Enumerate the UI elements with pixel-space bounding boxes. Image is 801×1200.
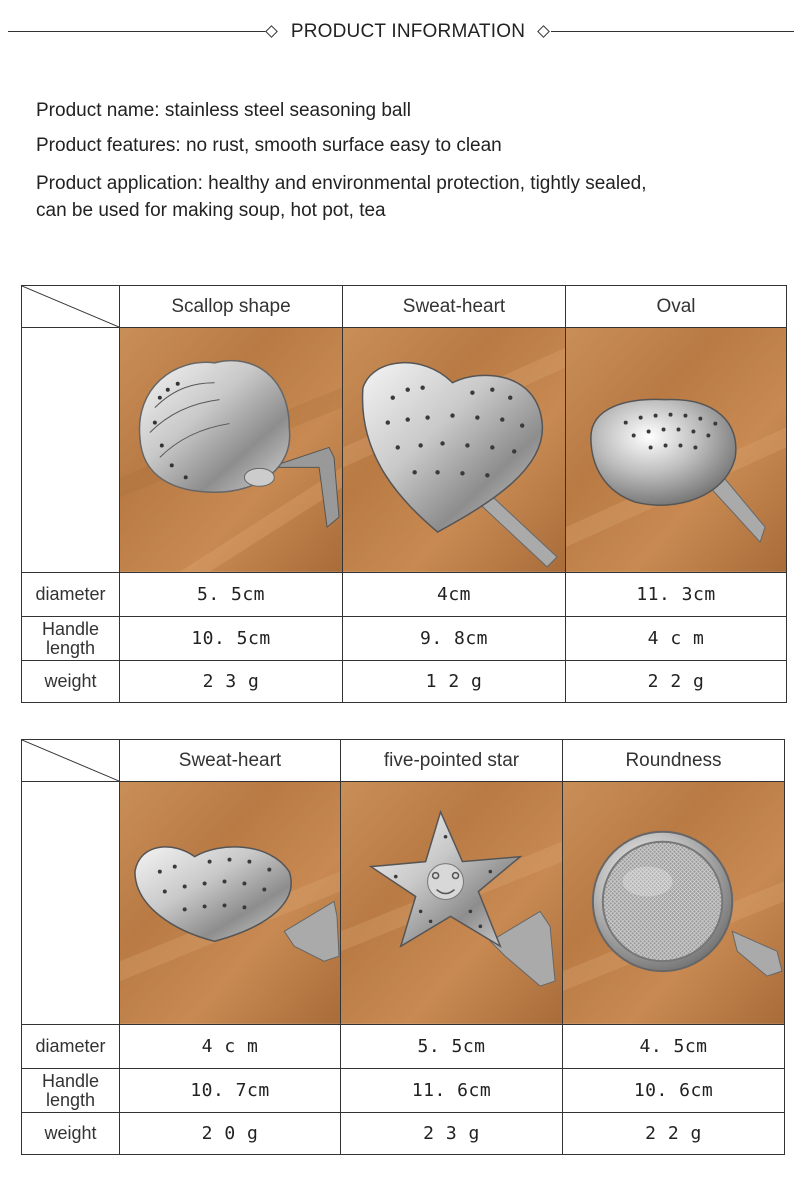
table-row xyxy=(22,661,787,703)
product-photo-cell xyxy=(120,328,343,573)
empty-cell xyxy=(22,328,120,573)
row-label-weight: weight xyxy=(22,661,120,703)
diameter-value: 4 c m xyxy=(120,1025,341,1069)
product-header: Roundness xyxy=(563,740,785,782)
product-name: Product name: stainless steel seasoning ball xyxy=(36,100,411,121)
weight-value: 2 0 g xyxy=(120,1113,341,1155)
weight-value: 2 2 g xyxy=(563,1113,785,1155)
mesh-ball-infuser-icon xyxy=(563,782,784,1024)
weight-value: 2 3 g xyxy=(120,661,343,703)
row-label-weight: weight xyxy=(22,1113,120,1155)
spec-table-1 xyxy=(21,285,787,703)
table-row xyxy=(22,1025,785,1069)
handle-value: 4 c m xyxy=(566,617,787,661)
table-header-row xyxy=(22,286,787,328)
weight-value: 2 3 g xyxy=(341,1113,563,1155)
image-row xyxy=(22,328,787,573)
diagonal-line-icon xyxy=(22,740,119,781)
corner-cell xyxy=(22,740,120,782)
star-infuser-icon xyxy=(341,782,562,1024)
heart-infuser-icon xyxy=(120,782,340,1024)
diameter-value: 5. 5cm xyxy=(120,573,343,617)
oval-infuser-icon xyxy=(566,328,786,572)
diameter-value: 5. 5cm xyxy=(341,1025,563,1069)
diamond-left-icon xyxy=(265,25,278,38)
diameter-value: 4. 5cm xyxy=(563,1025,785,1069)
product-application: Product application: healthy and environmental protection, tightly sealed, can be used for making soup, hot pot, tea xyxy=(36,173,647,221)
table-row xyxy=(22,573,787,617)
header-rule-left xyxy=(8,31,266,32)
image-row xyxy=(22,782,785,1025)
table-row xyxy=(22,1113,785,1155)
product-header: five-pointed star xyxy=(341,740,563,782)
handle-value: 11. 6cm xyxy=(341,1069,563,1113)
section-header xyxy=(0,20,801,44)
table-header-row xyxy=(22,740,785,782)
empty-cell xyxy=(22,782,120,1025)
weight-value: 1 2 g xyxy=(343,661,566,703)
product-header: Scallop shape xyxy=(120,286,343,328)
diameter-value: 11. 3cm xyxy=(566,573,787,617)
handle-value: 9. 8cm xyxy=(343,617,566,661)
product-photo-cell xyxy=(120,782,341,1025)
product-photo-cell xyxy=(566,328,787,573)
section-title: PRODUCT INFORMATION xyxy=(290,21,526,42)
row-label-handle: Handle length xyxy=(22,617,120,661)
diamond-right-icon xyxy=(537,25,550,38)
handle-value: 10. 6cm xyxy=(563,1069,785,1113)
header-rule-right xyxy=(551,31,794,32)
corner-cell xyxy=(22,286,120,328)
diameter-value: 4cm xyxy=(343,573,566,617)
row-label-diameter: diameter xyxy=(22,573,120,617)
handle-value: 10. 7cm xyxy=(120,1069,341,1113)
product-photo-cell xyxy=(563,782,785,1025)
product-header: Sweat-heart xyxy=(120,740,341,782)
table-row xyxy=(22,617,787,661)
weight-value: 2 2 g xyxy=(566,661,787,703)
row-label-diameter: diameter xyxy=(22,1025,120,1069)
scallop-infuser-icon xyxy=(120,328,342,572)
handle-value: 10. 5cm xyxy=(120,617,343,661)
table-row xyxy=(22,1069,785,1113)
row-label-handle: Handle length xyxy=(22,1069,120,1113)
product-photo-cell xyxy=(343,328,566,573)
spec-table-2 xyxy=(21,739,785,1155)
product-photo-cell xyxy=(341,782,563,1025)
heart-infuser-icon xyxy=(343,328,565,572)
product-features: Product features: no rust, smooth surface easy to clean xyxy=(36,135,502,156)
product-header: Sweat-heart xyxy=(343,286,566,328)
product-header: Oval xyxy=(566,286,787,328)
diagonal-line-icon xyxy=(22,286,119,327)
